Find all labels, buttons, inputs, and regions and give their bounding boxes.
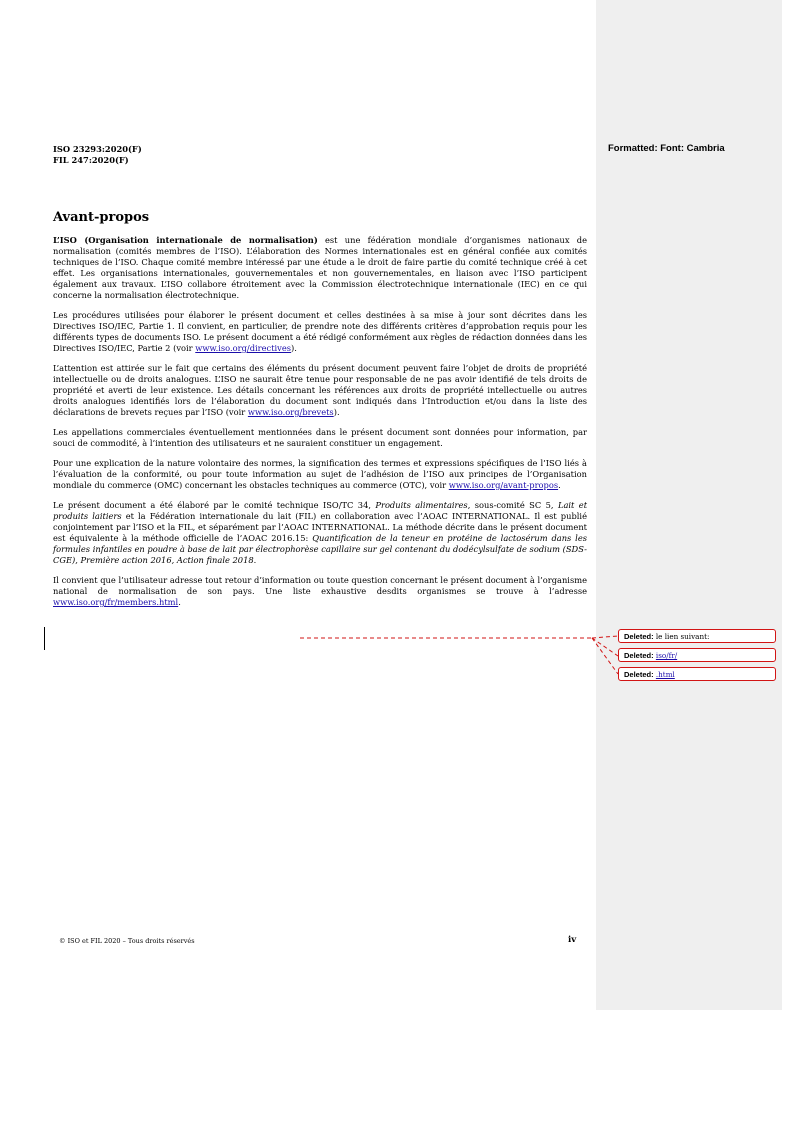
p6-e: et la Fédération internationale du lait (FIL) en collaboration avec l’AOAC INTERNATIONAL. Il est publié conjointement par l’ISO et la FIL, et séparément par l’AOAC INTERNATIONAL. La méthode décrite dans le présent document est équivalente à la méthode officielle de l’AOAC 2016.15: — [53, 511, 587, 543]
p4-text: Les appellations commerciales éventuellement mentionnées dans le présent document sont données pour information, par souci de commodité, à l’intention des utilisateurs et ne sauraient constituer un engagement. — [53, 427, 587, 448]
p6-a: Le présent document a été élaboré par le comité technique ISO/TC 34, — [53, 500, 376, 510]
doc-id-iso: ISO 23293:2020(F) — [53, 144, 142, 154]
p1-text: est une fédération mondiale d’organismes nationaux de normalisation (comités membres de l’ISO). L’élaboration des Normes internationales est en général confiée aux comités techniques de l’ISO. Chaque comité membre intéressé par une étude a le droit de faire partie du comité technique créé à cet effet. Les organisations internationales, gouvernementales et non gouvernementales, en liaison avec l’ISO participent également aux travaux. L’ISO collabore étroitement avec la Commission électrotechnique internationale (IEC) en ce qui concerne la normalisation électrotechnique. — [53, 235, 587, 300]
p6-g: . — [253, 555, 257, 565]
p3-tail: ). — [333, 407, 340, 417]
p2-text: Les procédures utilisées pour élaborer le présent document et celles destinées à sa mise à jour sont décrites dans les Directives ISO/IEC, Partie 1. Il convient, en particulier, de prendre note des différents critères d’approbation requis pour les différents types de documents ISO. Le présent document a été rédigé conformément aux règles de rédaction données dans les Directives ISO/IEC, Partie 2 (voir — [53, 310, 587, 353]
section-title: Avant-propos — [53, 210, 150, 225]
p6-b: Produits alimentaires — [375, 500, 468, 510]
directives-link[interactable]: www.iso.org/directives — [195, 343, 292, 353]
p1-bold-lead: L’ISO (Organisation internationale de normalisation) — [53, 235, 318, 245]
deleted-balloon-1[interactable] — [618, 629, 776, 643]
copyright-footer: © ISO et FIL 2020 – Tous droits réservés — [59, 937, 195, 945]
p5-tail: . — [558, 480, 561, 490]
p5-text: Pour une explication de la nature volontaire des normes, la signification des termes et expressions spécifiques de l’ISO liés à l’évaluation de la conformité, ou pour toute information au sujet de l’adhésion de l’ISO aux principes de l’Organisation mondiale du commerce (OMC) concernant les obstacles techniques au commerce (OTC), voir — [53, 458, 587, 490]
p7-tail: . — [178, 597, 181, 607]
deleted-balloon-2[interactable] — [618, 648, 776, 662]
members-link[interactable]: www.iso.org/fr/members.html — [53, 597, 179, 607]
p6-d: Lait et produits laitiers — [53, 500, 588, 521]
balloon-2-label: Deleted: — [624, 651, 654, 660]
p3-text: L’attention est attirée sur le fait que certains des éléments du présent document peuvent faire l’objet de droits de propriété intellectuelle ou de droits analogues. L’ISO ne saurait être tenue pour responsable de ne pas avoir identifié de tels droits de propriété et averti de leur existence. Les détails concernant les références aux droits de propriété intellectuelle ou autres droits analogues identifiés lors de l’élaboration du document sont indiqués dans l’Introduction et/ou dans la liste des déclarations de brevets reçues par l’ISO (voir — [53, 363, 587, 417]
p6-c: , sous-comité SC 5, — [467, 500, 558, 510]
p2-tail: ). — [291, 343, 297, 353]
leader-line-1b — [592, 636, 618, 638]
balloon-3-label: Deleted: — [624, 670, 654, 679]
balloon-2-text: iso/fr/ — [655, 651, 678, 660]
p6-f: Quantification de la teneur en protéine de lactosérum dans les formules infantiles en poudre à base de lait par électrophorèse capillaire sur gel contenant du dodécylsulfate de sodium (SDS-CGE), Première action 2016, Action finale 2018 — [53, 533, 587, 565]
leader-line-2 — [592, 638, 618, 656]
leader-line-3 — [592, 638, 618, 674]
balloon-1-label: Deleted: — [624, 632, 654, 641]
page-number: iv — [568, 935, 577, 945]
formatted-note: Formatted: Font: Cambria — [608, 143, 725, 154]
p7-text: Il convient que l’utilisateur adresse tout retour d’information ou toute question concernant le présent document à l’organisme national de normalisation de son pays. Une liste exhaustive desdits organismes se trouve à l’adresse — [53, 575, 587, 596]
deleted-balloon-3[interactable] — [618, 667, 776, 681]
balloon-3-text: .html — [655, 670, 675, 679]
balloon-1-text: le lien suivant: — [653, 632, 710, 641]
brevets-link[interactable]: www.iso.org/brevets — [247, 407, 334, 417]
doc-id-fil: FIL 247:2020(F) — [53, 155, 129, 165]
avant-propos-link[interactable]: www.iso.org/avant-propos — [448, 480, 559, 490]
